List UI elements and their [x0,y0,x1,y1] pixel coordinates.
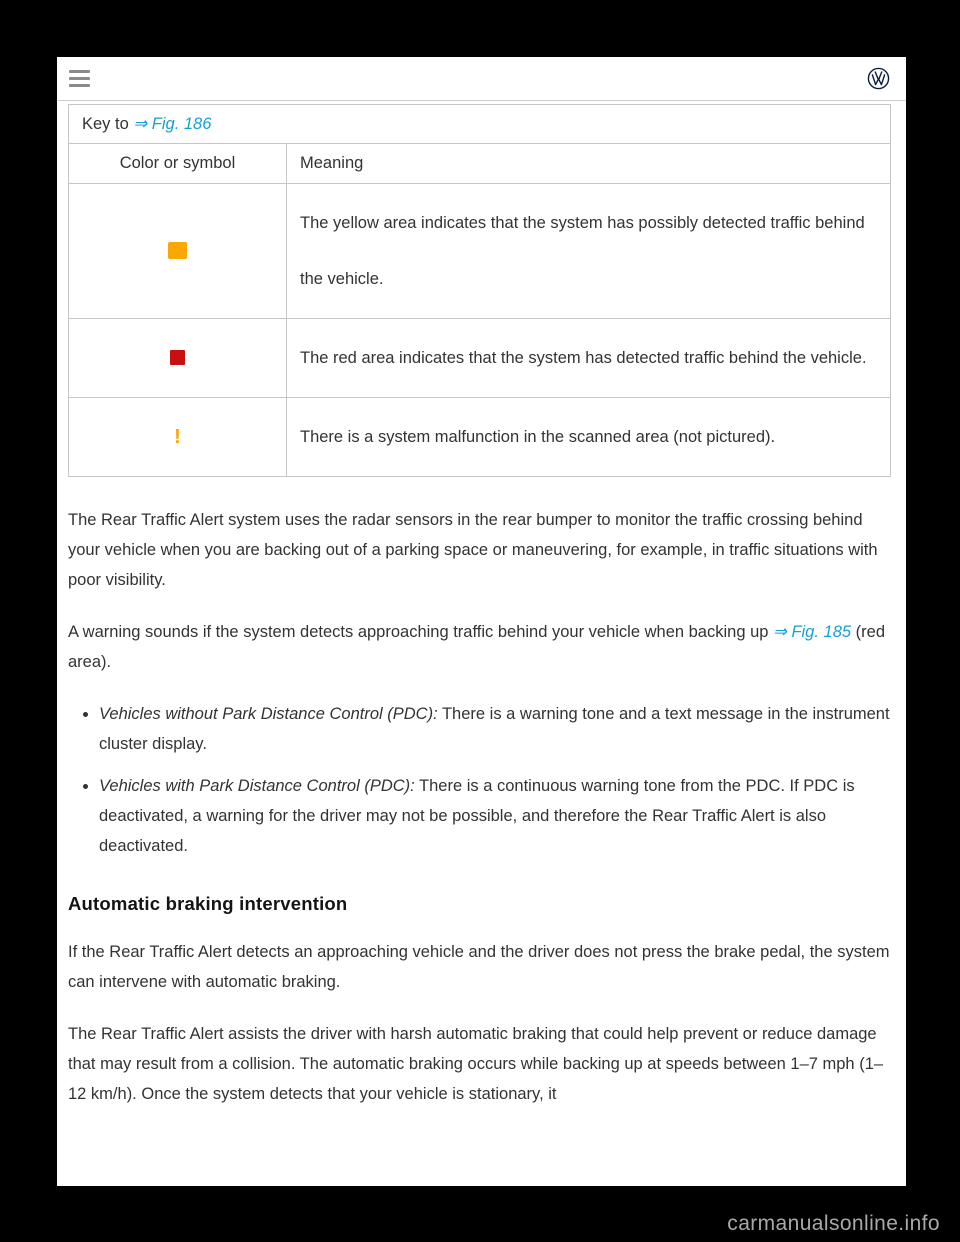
red-area-swatch-icon [170,350,185,365]
key-table-caption [69,105,891,144]
manual-page [57,57,906,1186]
list-item-text: There is a warning tone and a text message in the instrument cluster display. [99,705,890,753]
paragraph-warning [68,617,891,677]
symbol-cell [69,319,287,398]
list-item-lead: Vehicles without Park Distance Control (PDC): [99,705,438,723]
section-heading-automatic-braking: Automatic braking intervention [68,893,348,914]
yellow-area-swatch-icon [168,242,187,259]
vw-logo-icon [867,67,890,90]
table-row [69,319,891,398]
page-topbar [57,57,906,101]
fig-186-link[interactable]: ⇒ Fig. 186 [133,115,212,133]
fig-185-link[interactable]: ⇒ Fig. 185 [773,623,852,641]
paragraph-warning-text: A warning sounds if the system detects approaching traffic behind your vehicle when backing up [68,623,774,641]
meaning-cell: There is a system malfunction in the scanned area (not pictured). [287,398,891,477]
symbol-cell [69,398,287,477]
paragraph-intro: The Rear Traffic Alert system uses the radar sensors in the rear bumper to monitor the traffic crossing behind your vehicle when you are backing out of a parking space or maneuvering, for example, in traffic situations with poor visibility. [68,511,878,589]
page-content [57,101,906,1109]
column-header-symbol: Color or symbol [69,144,287,184]
key-table [68,104,891,477]
table-row [69,184,891,319]
list-item-lead: Vehicles with Park Distance Control (PDC): [99,777,415,795]
hamburger-menu-icon[interactable] [69,70,90,87]
meaning-cell: The yellow area indicates that the system has possibly detected traffic behind the vehicle. [287,184,891,319]
key-table-caption-row [69,105,891,144]
watermark-text: carmanualsonline.info [727,1212,940,1235]
table-row [69,398,891,477]
paragraph-warning-tail: (red area). [68,623,885,671]
warning-exclamation-icon: ! [174,425,181,448]
paragraph-braking-1: If the Rear Traffic Alert detects an approaching vehicle and the driver does not press the brake pedal, the system can intervene with automatic braking. [68,943,890,991]
list-item-text: There is a continuous warning tone from the PDC. If PDC is deactivated, a warning for the driver may not be possible, and therefore the Rear Traffic Alert is also deactivated. [99,777,855,855]
column-header-meaning: Meaning [287,144,891,184]
meaning-cell: The red area indicates that the system has detected traffic behind the vehicle. [287,319,891,398]
list-item [99,771,891,861]
pdc-notes-list [68,699,891,861]
symbol-cell [69,184,287,319]
paragraph-braking-2: The Rear Traffic Alert assists the driver with harsh automatic braking that could help prevent or reduce damage that may result from a collision. The automatic braking occurs while backing up at speeds between 1–7 mph (1–12 km/h). Once the system detects that your vehicle is stationary, it [68,1025,884,1103]
key-table-header-row [69,144,891,184]
caption-text: Key to [82,115,134,133]
list-item [99,699,891,759]
